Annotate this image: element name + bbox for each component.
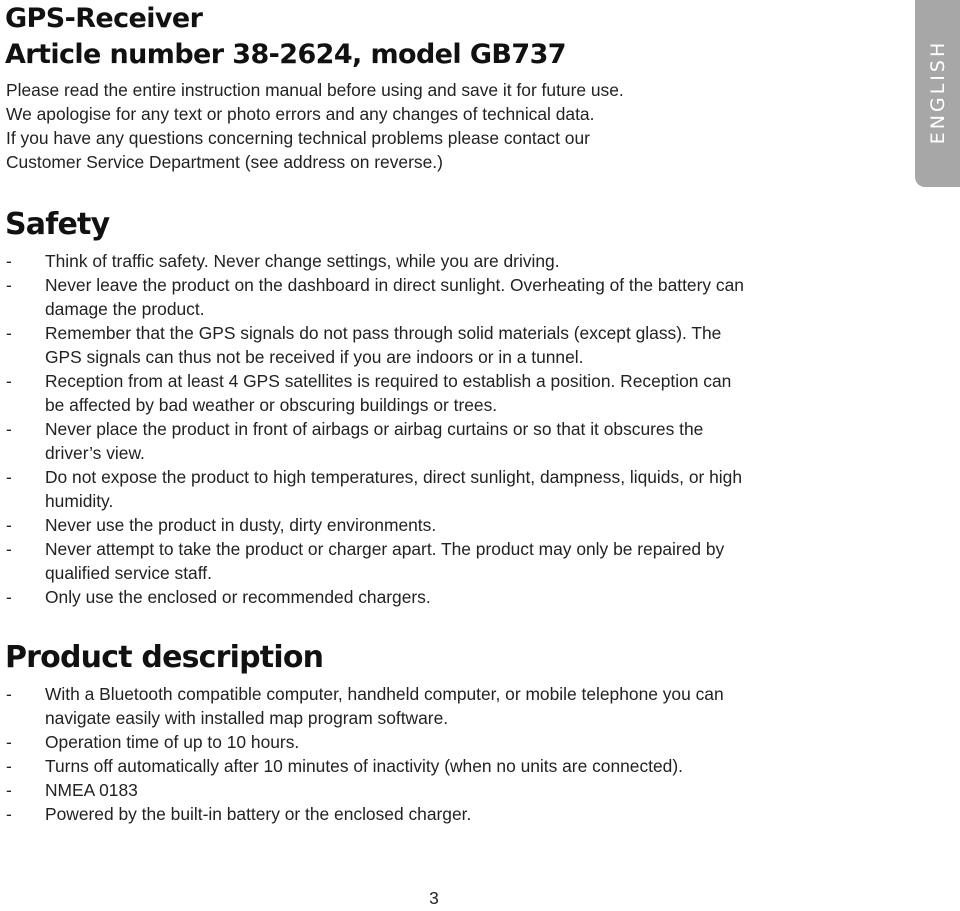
document-title: GPS-Receiver (5, 3, 203, 34)
bullet-text-line: Never leave the product on the dashboard in direct sunlight. Overheating of the battery can (45, 275, 744, 295)
product-feature-item (0, 730, 900, 754)
bullet-dash: - (6, 539, 12, 559)
bullet-text-line: Operation time of up to 10 hours. (45, 732, 300, 752)
product-description-list (0, 682, 900, 826)
bullet-text-line: Do not expose the product to high temperatures, direct sunlight, dampness, liquids, or high (45, 467, 742, 487)
bullet-text-line: GPS signals can thus not be received if you are indoors or in a tunnel. (45, 347, 584, 367)
safety-item (0, 321, 900, 369)
language-tab-label: ENGLISH (926, 39, 949, 145)
bullet-text-line: Only use the enclosed or recommended chargers. (45, 587, 431, 607)
intro-paragraph (6, 78, 886, 174)
safety-item (0, 273, 900, 321)
bullet-text-line: Turns off automatically after 10 minutes of inactivity (when no units are connected). (45, 756, 683, 776)
safety-heading: Safety (5, 207, 110, 242)
bullet-text-line: humidity. (45, 491, 114, 511)
safety-item (0, 537, 900, 585)
intro-line: Please read the entire instruction manual before using and save it for future use. (6, 80, 624, 100)
bullet-text-line: NMEA 0183 (45, 780, 138, 800)
safety-item (0, 369, 900, 417)
bullet-text-line: With a Bluetooth compatible computer, handheld computer, or mobile telephone you can (45, 684, 724, 704)
bullet-dash: - (6, 467, 12, 487)
bullet-text-line: qualified service staff. (45, 563, 212, 583)
language-tab (915, 0, 960, 187)
bullet-dash: - (6, 371, 12, 391)
bullet-dash: - (6, 323, 12, 343)
bullet-dash: - (6, 515, 12, 535)
page-number: 3 (429, 888, 439, 908)
safety-item (0, 249, 900, 273)
bullet-dash: - (6, 251, 12, 271)
product-feature-item (0, 778, 900, 802)
bullet-dash: - (6, 587, 12, 607)
product-feature-item (0, 802, 900, 826)
safety-item (0, 465, 900, 513)
intro-line: Customer Service Department (see address on reverse.) (6, 152, 443, 172)
safety-item (0, 585, 900, 609)
bullet-text-line: damage the product. (45, 299, 205, 319)
bullet-text-line: Remember that the GPS signals do not pass through solid materials (except glass). The (45, 323, 722, 343)
safety-item (0, 513, 900, 537)
safety-list (0, 249, 900, 609)
bullet-dash: - (6, 732, 12, 752)
bullet-text-line: be affected by bad weather or obscuring buildings or trees. (45, 395, 498, 415)
product-feature-item (0, 682, 900, 730)
safety-item (0, 417, 900, 465)
bullet-text-line: Never use the product in dusty, dirty environments. (45, 515, 437, 535)
bullet-text-line: navigate easily with installed map program software. (45, 708, 449, 728)
bullet-dash: - (6, 780, 12, 800)
bullet-text-line: Think of traffic safety. Never change settings, while you are driving. (45, 251, 560, 271)
bullet-text-line: Never place the product in front of airbags or airbag curtains or so that it obscures the (45, 419, 704, 439)
bullet-dash: - (6, 275, 12, 295)
bullet-dash: - (6, 804, 12, 824)
bullet-text-line: Powered by the built-in battery or the enclosed charger. (45, 804, 472, 824)
product-feature-item (0, 754, 900, 778)
bullet-dash: - (6, 419, 12, 439)
document-subtitle: Article number 38-2624, model GB737 (5, 39, 566, 70)
bullet-dash: - (6, 684, 12, 704)
intro-line: We apologise for any text or photo errors and any changes of technical data. (6, 104, 595, 124)
bullet-text-line: driver’s view. (45, 443, 145, 463)
bullet-text-line: Never attempt to take the product or charger apart. The product may only be repaired by (45, 539, 725, 559)
intro-line: If you have any questions concerning technical problems please contact our (6, 128, 590, 148)
bullet-dash: - (6, 756, 12, 776)
product-description-heading: Product description (5, 640, 324, 675)
bullet-text-line: Reception from at least 4 GPS satellites is required to establish a position. Reception can (45, 371, 732, 391)
